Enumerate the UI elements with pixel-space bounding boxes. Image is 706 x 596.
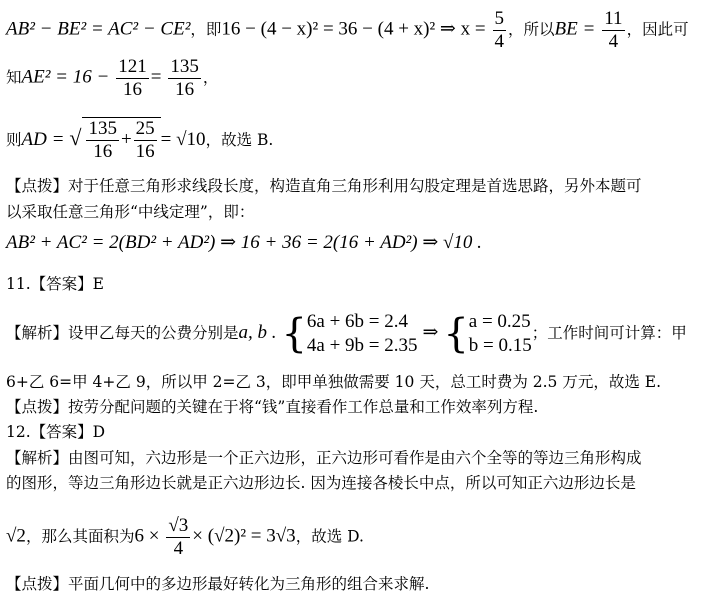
text-segment: 知 xyxy=(6,68,22,87)
equation-system xyxy=(469,310,532,358)
numerator: 5 xyxy=(494,8,505,29)
text-segment: ，因此可 xyxy=(626,20,689,39)
text-segment: ，故选 B. xyxy=(205,130,274,149)
fraction xyxy=(116,56,149,101)
text-segment: ， xyxy=(202,68,219,87)
denominator: 16 xyxy=(93,141,113,162)
fraction xyxy=(134,118,157,163)
equation: b = 0.15 xyxy=(468,335,532,356)
denominator: 4 xyxy=(608,31,619,52)
equation: √2 xyxy=(6,525,26,547)
remark-line-2: 以采取任意三角形“中线定理”，即： xyxy=(6,203,255,221)
equation: 4a + 9b = 2.35 xyxy=(306,335,418,356)
remark-12: 【点拨】平面几何中的多边形最好转化为三角形的组合来求解. xyxy=(6,575,430,593)
text-segment: ，那么其面积为 xyxy=(25,527,135,546)
fraction xyxy=(493,8,507,53)
equation: a, b . xyxy=(238,322,277,343)
analysis-12-line-3 xyxy=(6,515,364,560)
equation: AB² − BE² = AC² − CE² xyxy=(6,18,191,40)
solution-line-3 xyxy=(6,117,273,163)
numerator: 11 xyxy=(604,8,623,29)
text-segment: 【解析】设甲乙每天的公费分别是 xyxy=(6,324,239,342)
analysis-12-line-2: 的图形，等边三角形边长就是正六边形边长. 因为连接各棱长中点，所以可知正六边形边长是 xyxy=(6,474,636,492)
analysis-11-line-1 xyxy=(6,310,687,358)
analysis-12-line-1: 【解析】由图可知，六边形是一个正六边形，正六边形可看作是由六个全等的等边三角形构成 xyxy=(6,449,642,467)
text-segment: ，即 xyxy=(190,20,222,39)
plus-sign: + xyxy=(120,128,132,150)
denominator: 16 xyxy=(135,141,155,162)
radicand xyxy=(82,117,160,163)
numerator: 135 xyxy=(88,118,117,139)
equation: AB² + AC² = 2(BD² + AD²) ⇒ 16 + 36 = 2(16 + AD²) ⇒ √10 . xyxy=(6,232,482,253)
solution-line-2 xyxy=(6,56,218,101)
equation: = √10 xyxy=(160,128,206,150)
equation: AD = xyxy=(21,128,65,150)
denominator: 4 xyxy=(494,31,505,52)
equation: 16 − (4 − x)² = 36 − (4 + x)² ⇒ x = xyxy=(221,18,486,40)
fraction xyxy=(86,118,119,163)
numerator: √3 xyxy=(168,515,189,536)
numerator: 121 xyxy=(118,56,147,77)
equation: 6a + 6b = 2.4 xyxy=(306,311,409,332)
implies-arrow: ⇒ xyxy=(422,322,439,343)
equation: = xyxy=(150,66,162,88)
equation: × (√2)² = 3√3 xyxy=(192,525,296,547)
text-segment: ；工作时间可计算：甲 xyxy=(531,324,687,342)
analysis-11-line-2: 6+乙 6=甲 4+乙 9，所以甲 2=乙 3，即甲单独做需要 10 天，总工时费为 2.5 万元，故选 E. xyxy=(6,373,662,391)
text-segment: ，所以 xyxy=(508,20,555,39)
formula-line xyxy=(6,233,482,253)
numerator: 25 xyxy=(135,118,155,139)
fraction xyxy=(602,8,624,53)
radical-sign: √ xyxy=(69,124,82,150)
denominator: 16 xyxy=(175,79,195,100)
fraction xyxy=(168,56,201,101)
numerator: 135 xyxy=(170,56,199,77)
remark-line-1: 【点拨】对于任意三角形求线段长度，构造直角三角形利用勾股定理是首选思路，另外本题可 xyxy=(6,177,642,195)
answer-12: 12.【答案】D xyxy=(6,423,106,441)
remark-11: 【点拨】按劳分配问题的关键在于将“钱”直接看作工作总量和工作效率列方程. xyxy=(6,398,539,416)
equation: a = 0.25 xyxy=(468,311,531,332)
text-segment: ，故选 D. xyxy=(295,527,364,546)
fraction xyxy=(166,515,190,560)
equation-system xyxy=(307,310,418,358)
solution-line-1 xyxy=(6,8,689,53)
brace: { xyxy=(281,311,307,357)
text-segment: 则 xyxy=(6,130,22,149)
brace: { xyxy=(443,311,469,357)
equation: AE² = 16 − xyxy=(21,66,110,88)
answer-11: 11.【答案】E xyxy=(6,275,104,293)
equation: 6 × xyxy=(134,525,160,547)
equation: BE = xyxy=(554,18,596,40)
denominator: 16 xyxy=(123,79,143,100)
denominator: 4 xyxy=(173,538,184,559)
